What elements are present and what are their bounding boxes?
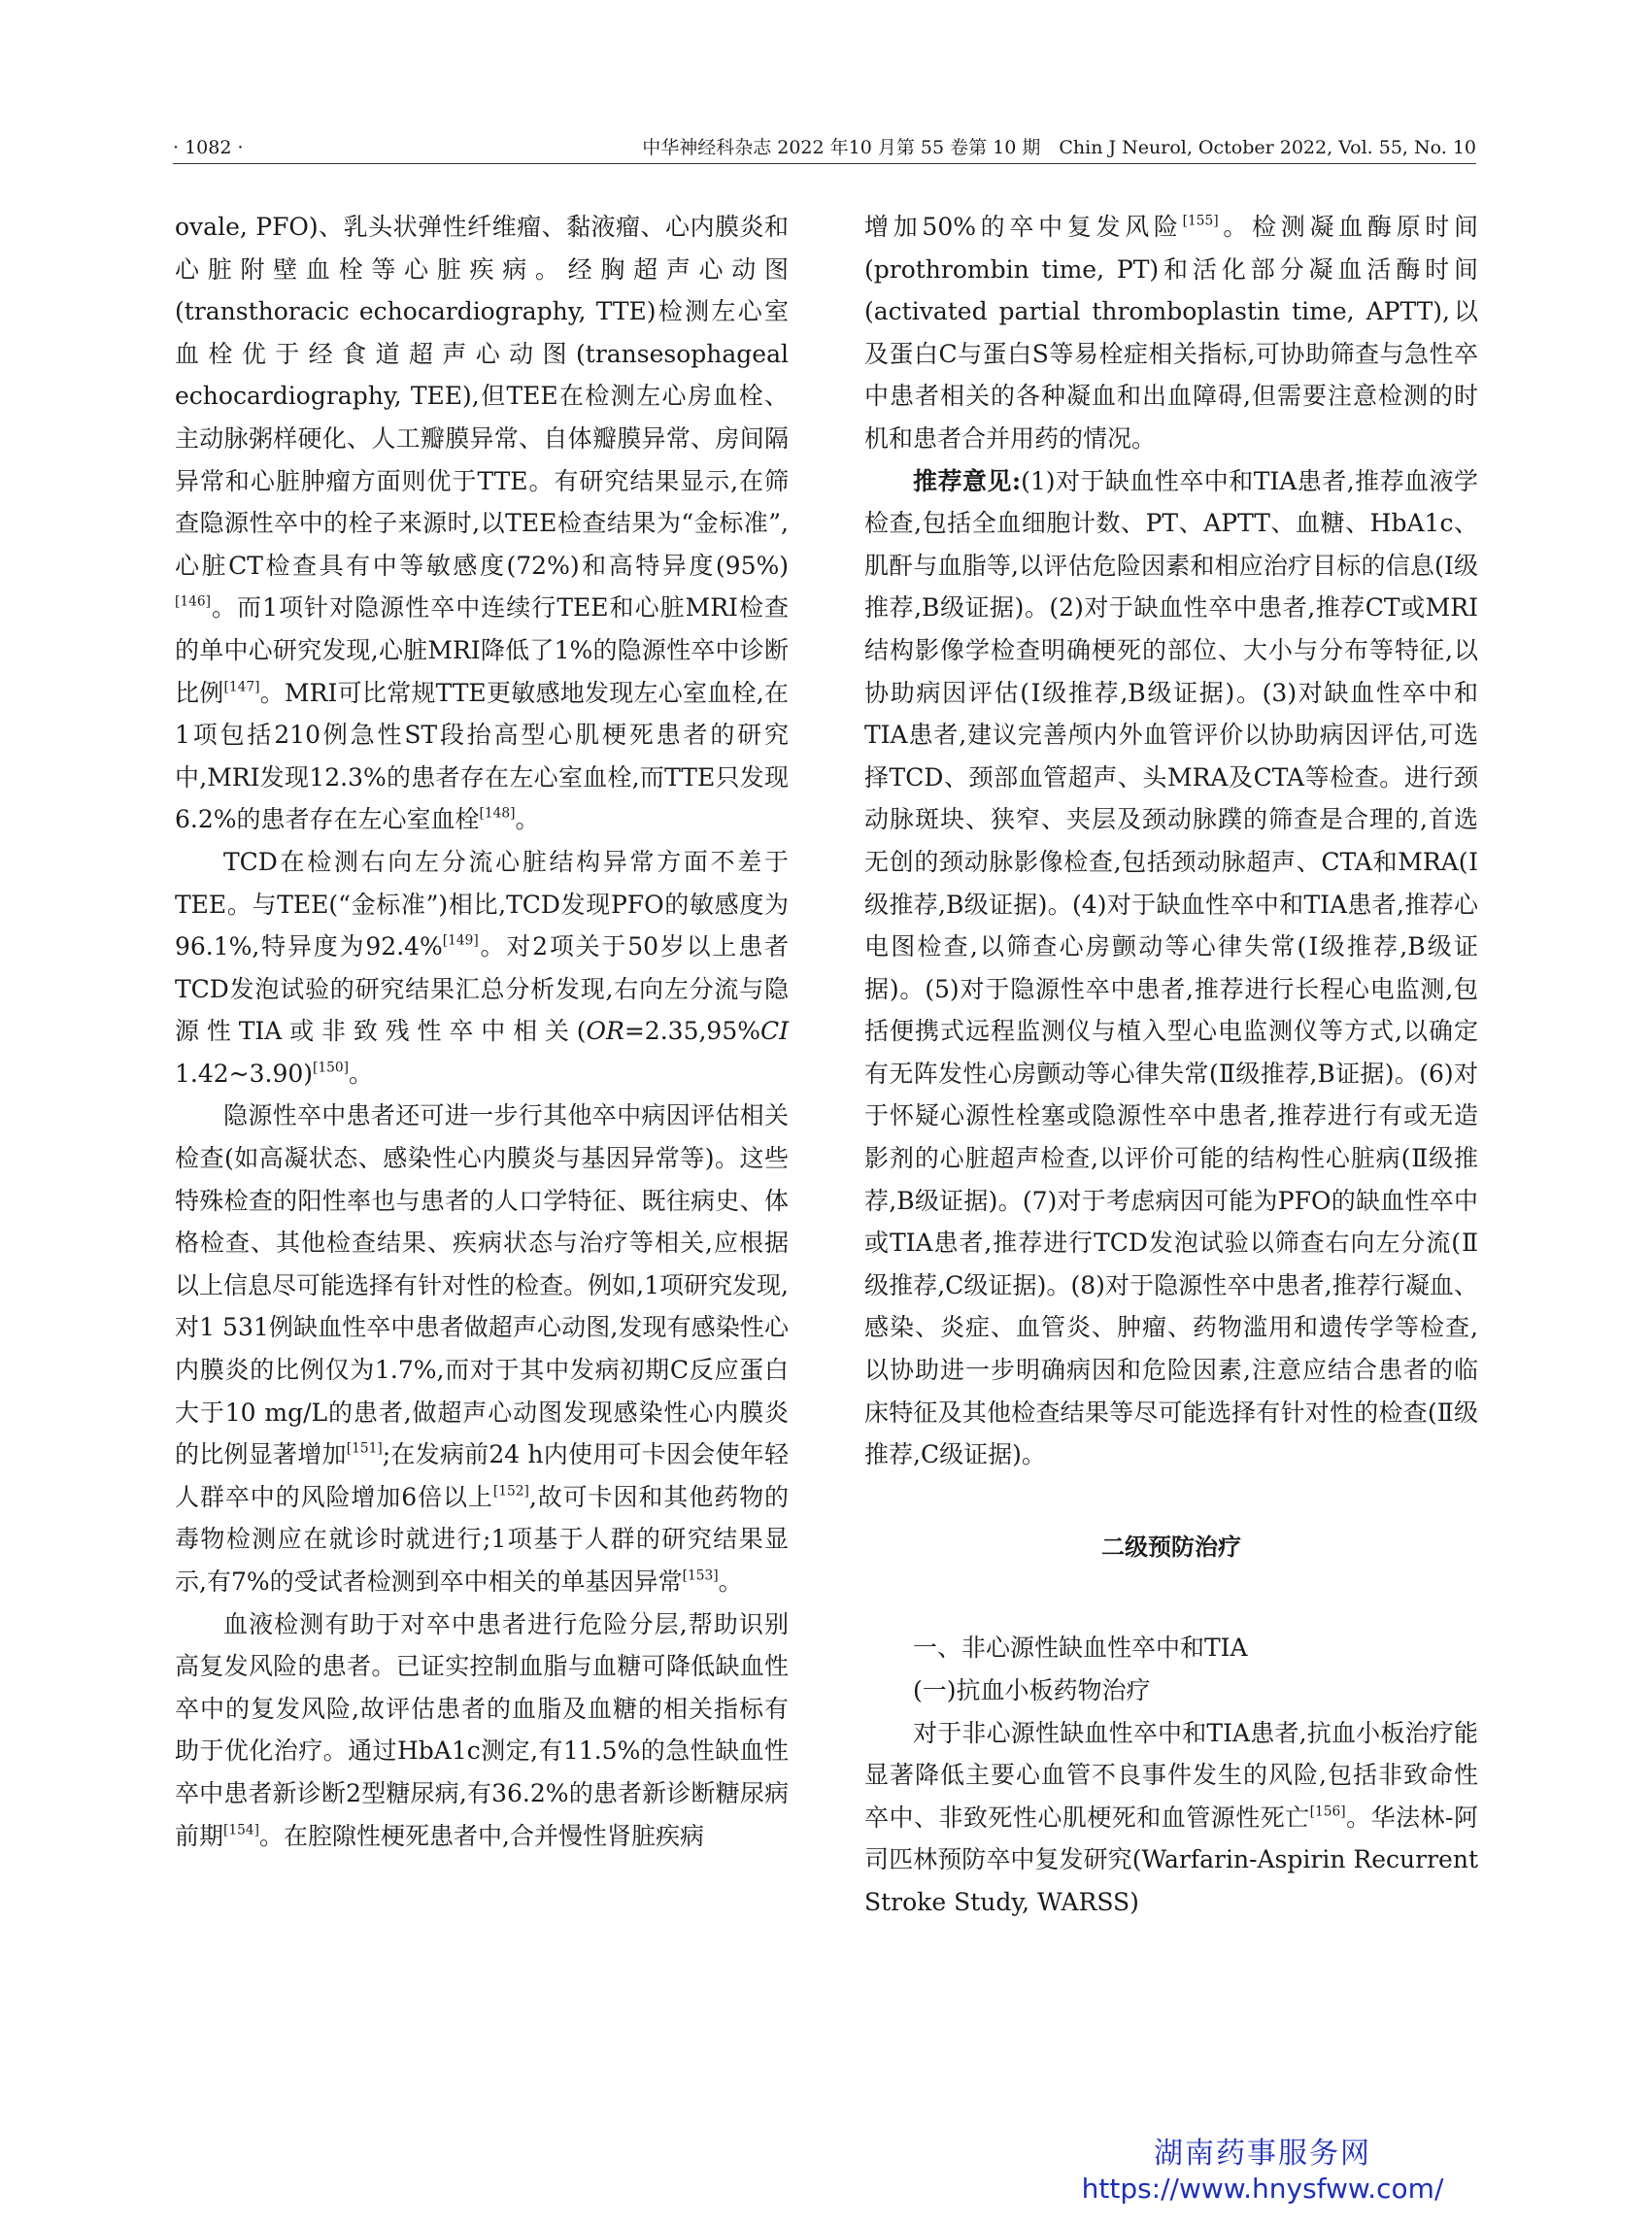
citation-ref[interactable]: [151] [346, 1440, 383, 1457]
paragraph: 隐源性卒中患者还可进一步行其他卒中病因评估相关检查(如高凝状态、感染性心内膜炎与基因异常等)。这些特殊检查的阳性率也与患者的人口学特征、既往病史、体格检查、其他检查结果、疾病状态与治疗等相关,应根据以上信息尽可能选择有针对性的检查。例如,1项研究发现,对1 531例缺血性卒中患者做超声心动图,发现有感染性心内膜炎的比例仅为1.7%,而对于其中发病初期C反应蛋白大于10 mg/L的患者,做超声心动图发现感染性心内膜炎的比例显著增加[151];在发病前24 h内使用可卡因会使年轻人群卒中的风险增加6倍以上[152],故可卡因和其他药物的毒物检测应在就诊时就进行;1项基于人群的研究结果显示,有7%的受试者检测到卒中相关的单基因异常[153]。 [175, 1101, 789, 1596]
subsection-heading: (一)抗血小板药物治疗 [913, 1676, 1151, 1704]
left-column [175, 206, 789, 1857]
subsection-heading: 一、非心源性缺血性卒中和TIA [913, 1634, 1248, 1663]
paragraph: 增加50%的卒中复发风险[155]。检测凝血酶原时间(prothrombin time, PT)和活化部分凝血活酶时间(activated partial thromboplastin time, APTT),以及蛋白C与蛋白S等易栓症相关指标,可协助筛查与急性卒中患者相关的各种凝血和出血障碍,但需要注意检测的时机和患者合并用药的情况。 [864, 213, 1478, 453]
paragraph: 对于非心源性缺血性卒中和TIA患者,抗血小板治疗能显著降低主要心血管不良事件发生的风险,包括非致命性卒中、非致死性心肌梗死和血管源性死亡[156]。华法林-阿司匹林预防卒中复发研究(Warfarin-Aspirin Recurrent Stroke Study, WARSS) [864, 1718, 1478, 1916]
paragraph: ovale, PFO)、乳头状弹性纤维瘤、黏液瘤、心内膜炎和心脏附壁血栓等心脏疾病。经胸超声心动图(transthoracic echocardiography, TTE)检测左心室血栓优于经食道超声心动图(transesophageal echocardiography, TEE),但TEE在检测左心房血栓、主动脉粥样硬化、人工瓣膜异常、自体瓣膜异常、房间隔异常和心脏肿瘤方面则优于TTE。有研究结果显示,在筛查隐源性卒中的栓子来源时,以TEE检查结果为“金标准”,心脏CT检查具有中等敏感度(72%)和高特异度(95%)[146]。而1项针对隐源性卒中连续行TEE和心脏MRI检查的单中心研究发现,心脏MRI降低了1%的隐源性卒中诊断比例[147]。MRI可比常规TTE更敏感地发现左心室血栓,在1项包括210例急性ST段抬高型心肌梗死患者的研究中,MRI发现12.3%的患者存在左心室血栓,而TTE只发现6.2%的患者存在左心室血栓[148]。 [175, 213, 789, 834]
citation-ref[interactable]: [146] [175, 594, 211, 611]
paragraph: TCD在检测右向左分流心脏结构异常方面不差于TEE。与TEE(“金标准”)相比,TCD发现PFO的敏感度为96.1%,特异度为92.4%[149]。对2项关于50岁以上患者TCD发泡试验的研究结果汇总分析发现,右向左分流与隐源性TIA或非致残性卒中相关(OR=2.35,95%CI 1.42~3.90)[150]。 [175, 847, 789, 1088]
paragraph: 血液检测有助于对卒中患者进行危险分层,帮助识别高复发风险的患者。已证实控制血脂与血糖可降低缺血性卒中的复发风险,故评估患者的血脂及血糖的相关指标有助于优化治疗。通过HbA1c测定,有11.5%的急性缺血性卒中患者新诊断2型糖尿病,有36.2%的患者新诊断糖尿病前期[154]。在腔隙性梗死患者中,合并慢性肾脏疾病 [175, 1609, 789, 1850]
citation-ref[interactable]: [150] [313, 1060, 350, 1076]
citation-ref[interactable]: [147] [223, 679, 260, 695]
citation-ref[interactable]: [149] [442, 932, 479, 949]
page-number: · 1082 · [173, 137, 244, 158]
watermark-url[interactable]: https://www.hnysfww.com/ [1081, 2173, 1444, 2205]
recommendation-label: 推荐意见: [913, 466, 1022, 495]
watermark [1059, 2137, 1467, 2207]
citation-ref[interactable]: [154] [223, 1822, 259, 1838]
citation-ref[interactable]: [152] [492, 1483, 529, 1500]
citation-ref[interactable]: [148] [479, 806, 516, 822]
watermark-site-name: 湖南药事服务网 [1154, 2137, 1371, 2171]
citation-ref[interactable]: [153] [682, 1568, 719, 1584]
section-heading: 二级预防治疗 [1101, 1533, 1241, 1561]
citation-ref[interactable]: [156] [1309, 1804, 1346, 1820]
recommendation-paragraph: 推荐意见:(1)对于缺血性卒中和TIA患者,推荐血液学检查,包括全血细胞计数、PT、APTT、血糖、HbA1c、肌酐与血脂等,以评估危险因素和相应治疗目标的信息(Ⅰ级推荐,B级证据)。(2)对于缺血性卒中患者,推荐CT或MRI结构影像学检查明确梗死的部位、大小与分布等特征,以协助病因评估(Ⅰ级推荐,B级证据)。(3)对缺血性卒中和TIA患者,建议完善颅内外血管评价以协助病因评估,可选择TCD、颈部血管超声、头MRA及CTA等检查。进行颈动脉斑块、狭窄、夹层及颈动脉蹼的筛查是合理的,首选无创的颈动脉影像检查,包括颈动脉超声、CTA和MRA(Ⅰ级推荐,B级证据)。(4)对于缺血性卒中和TIA患者,推荐心电图检查,以筛查心房颤动等心律失常(Ⅰ级推荐,B级证据)。(5)对于隐源性卒中患者,推荐进行长程心电监测,包括便携式远程监测仪与植入型心电监测仪等方式,以确定有无阵发性心房颤动等心律失常(Ⅱ级推荐,B证据)。(6)对于怀疑心源性栓塞或隐源性卒中患者,推荐进行有或无造影剂的心脏超声检查,以评价可能的结构性心脏病(Ⅱ级推荐,B级证据)。(7)对于考虑病因可能为PFO的缺血性卒中或TIA患者,推荐进行TCD发泡试验以筛查右向左分流(Ⅱ级推荐,C级证据)。(8)对于隐源性卒中患者,推荐行凝血、感染、炎症、血管炎、肿瘤、药物滥用和遗传学等检查,以协助进一步明确病因和危险因素,注意应结合患者的临床特征及其他检查结果等尽可能选择有针对性的检查(Ⅱ级推荐,C级证据)。 [864, 466, 1479, 1469]
citation-ref[interactable]: [155] [1182, 213, 1219, 229]
journal-citation: 中华神经科杂志 2022 年10 月第 55 卷第 10 期 Chin J Neurol, October 2022, Vol. 55, No. 10 [642, 137, 1476, 158]
running-header [173, 132, 1476, 164]
right-column [864, 206, 1478, 1924]
